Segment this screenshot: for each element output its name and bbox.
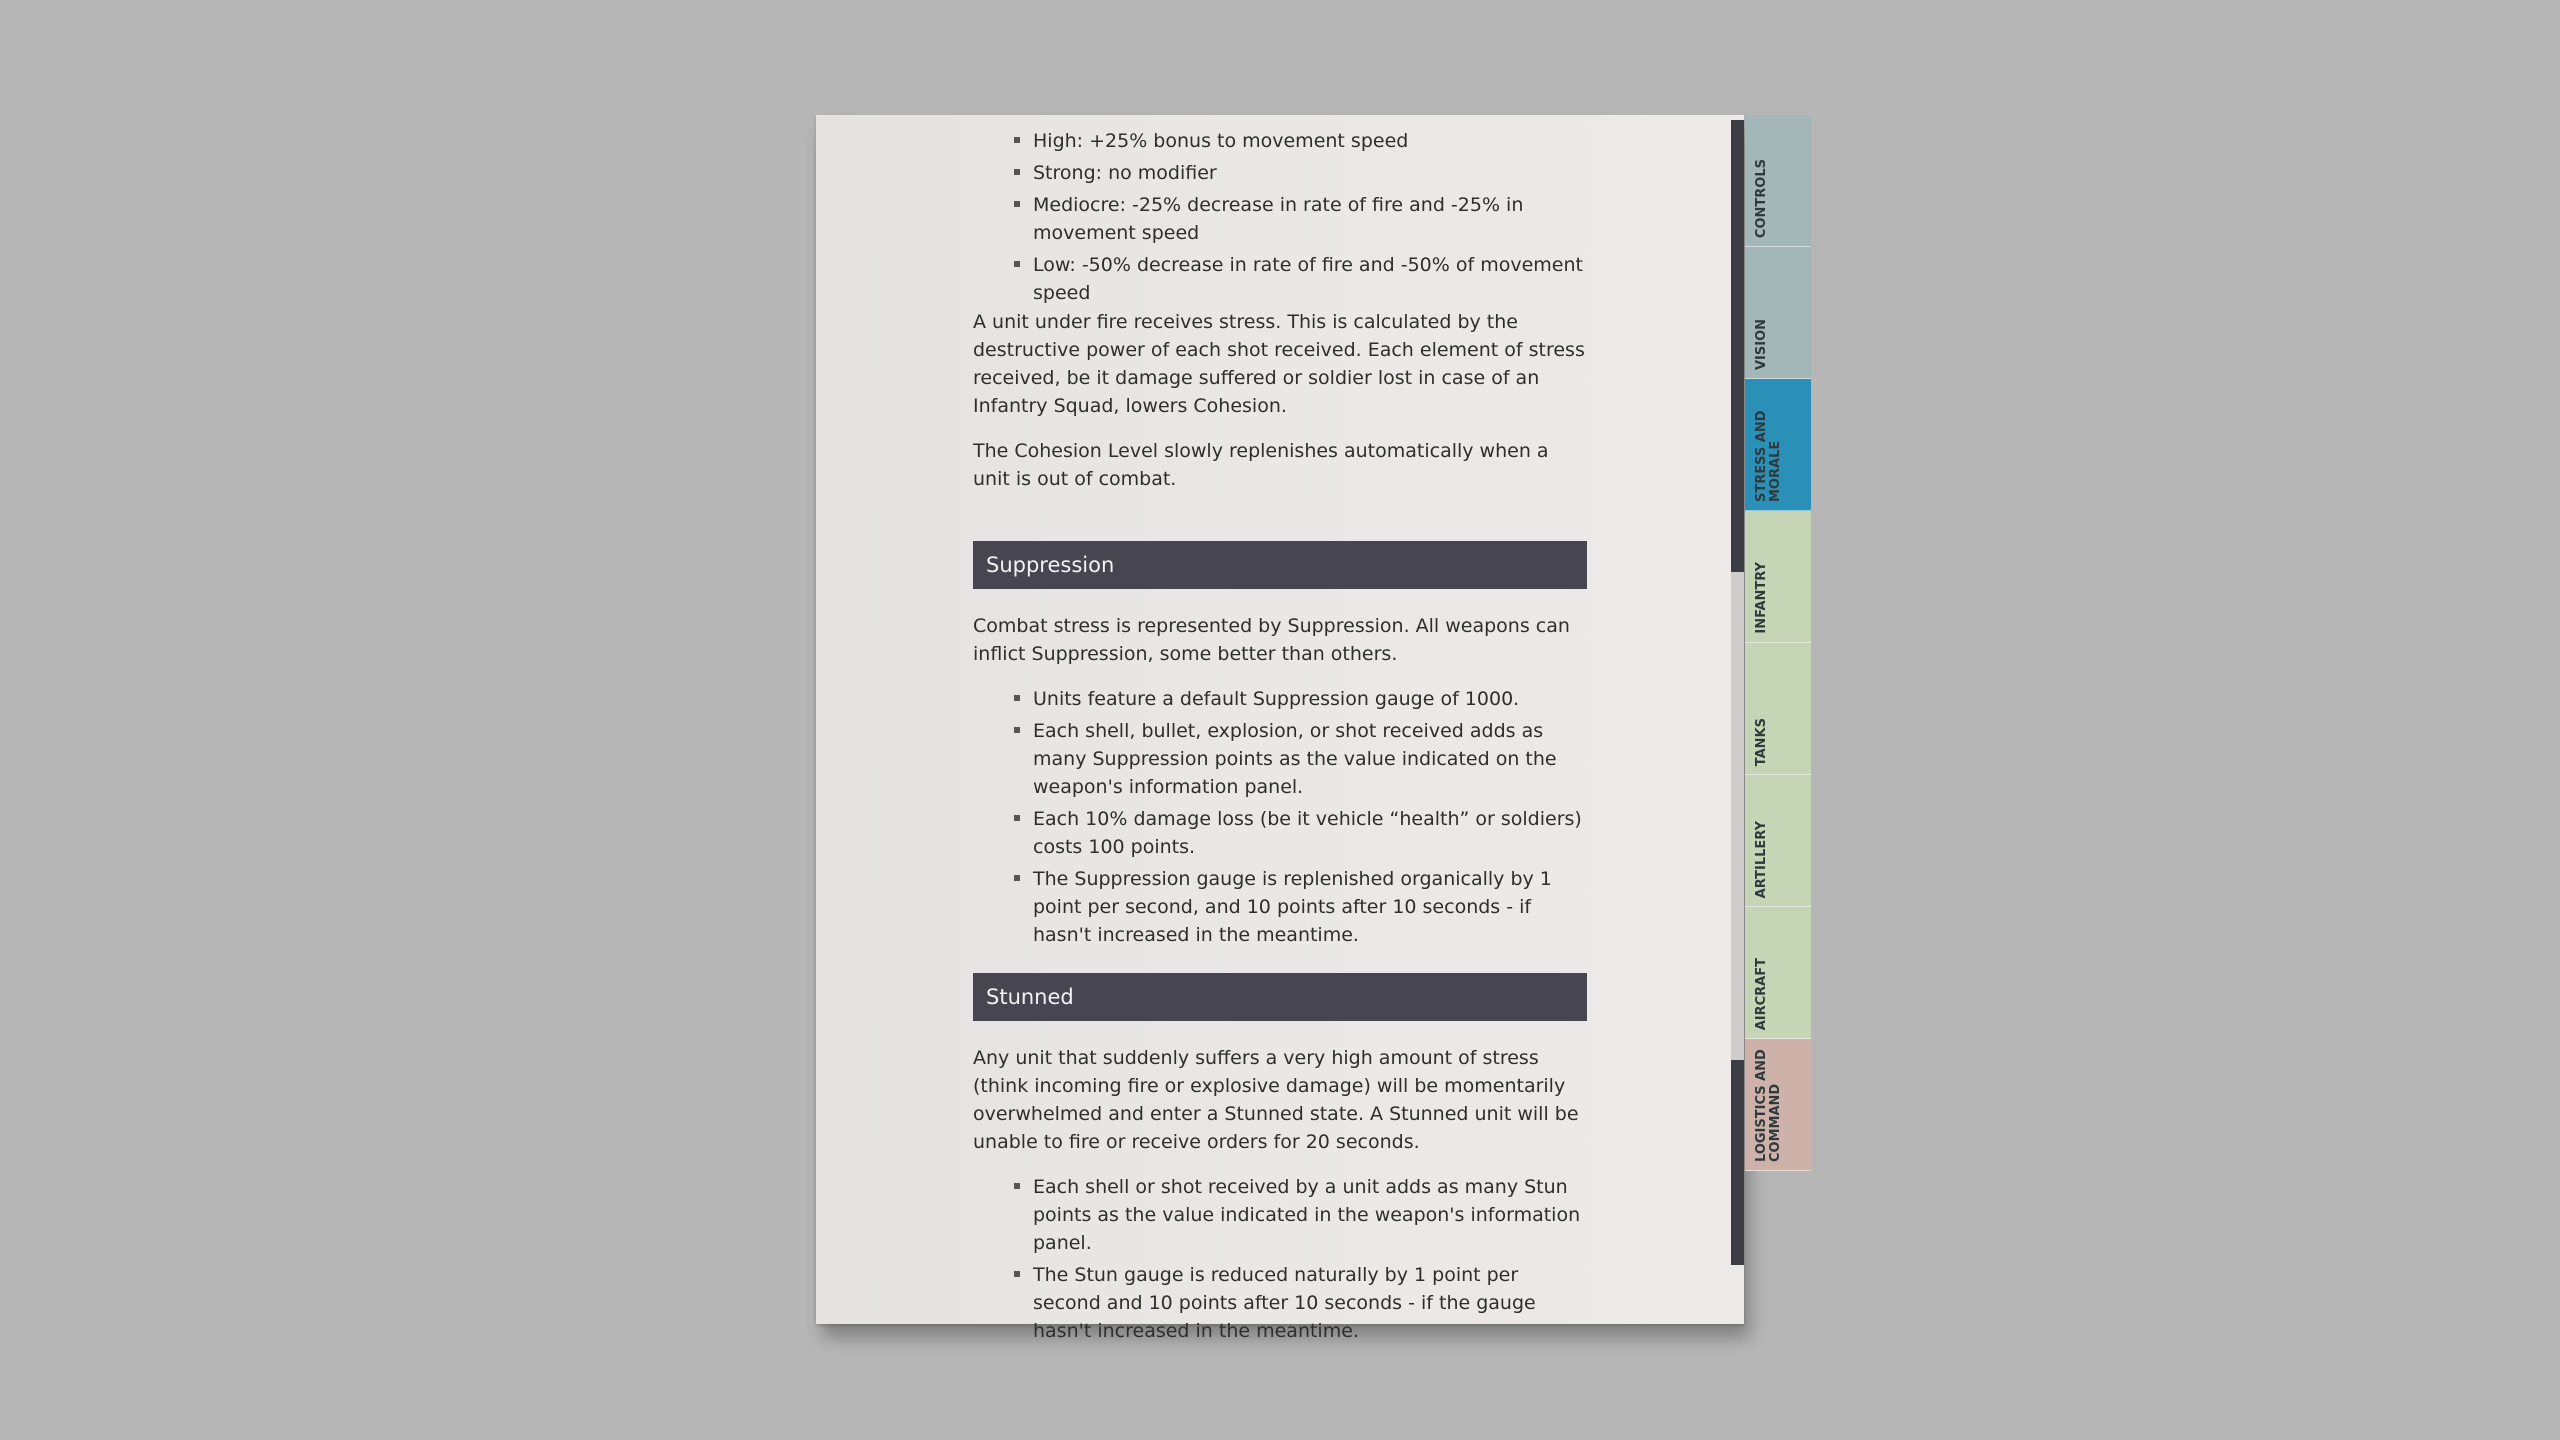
section-tabs [1745,115,1811,1171]
manual-page [816,115,1744,1342]
tab-label: LOGISTICS AND COMMAND [1754,1049,1783,1162]
tab-label: TANKS [1754,717,1769,766]
list-item: Each shell or shot received by a unit adds as many Stun points as the value indicated in the weapon's information panel. [1033,1173,1587,1257]
list-item: Each 10% damage loss (be it vehicle “health” or soldiers) costs 100 points. [1033,805,1587,861]
cohesion-replenish-paragraph: The Cohesion Level slowly replenishes automatically when a unit is out of combat. [973,440,1549,490]
list-item: Units feature a default Suppression gauge of 1000. [1033,685,1587,713]
tab-artillery[interactable] [1745,775,1811,907]
suppression-paragraph: Combat stress is represented by Suppression. All weapons can inflict Suppression, some better than others. [973,615,1570,665]
list-item: Low: -50% decrease in rate of fire and -50% of movement speed [1033,251,1587,307]
cohesion-levels-list [973,127,1587,307]
tab-label: VISION [1754,318,1769,370]
list-item: The Stun gauge is reduced naturally by 1 point per second and 10 points after 10 seconds - if the gauge hasn't increased in the meantime. [1033,1261,1587,1345]
list-item: Mediocre: -25% decrease in rate of fire and -25% in movement speed [1033,191,1587,247]
tab-controls[interactable] [1745,115,1811,247]
tab-vision[interactable] [1745,247,1811,379]
suppression-list [973,685,1587,949]
list-item: Each shell, bullet, explosion, or shot received adds as many Suppression points as the value indicated on the weapon's information panel. [1033,717,1587,801]
stress-paragraph: A unit under fire receives stress. This is calculated by the destructive power of each shot received. Each element of stress received, be it damage suffered or soldier lost in case of an Infantry Squad, lowers Cohesion. [973,311,1585,417]
suppression-header: Suppression [973,541,1587,589]
tab-tanks[interactable] [1745,643,1811,775]
tab-label: CONTROLS [1754,158,1769,238]
list-item: The Suppression gauge is replenished organically by 1 point per second, and 10 points after 10 seconds - if hasn't increased in the meantime. [1033,865,1587,949]
stunned-paragraph: Any unit that suddenly suffers a very high amount of stress (think incoming fire or explosive damage) will be momentarily overwhelmed and enter a Stunned state. A Stunned unit will be unable to fire or receive orders for 20 seconds. [973,1047,1579,1153]
tab-label: AIRCRAFT [1754,957,1769,1030]
scrollbar[interactable] [1731,120,1744,1265]
list-item: Strong: no modifier [1033,159,1587,187]
tab-label: INFANTRY [1754,562,1769,634]
tab-logistics-and-command[interactable] [1745,1039,1811,1171]
tab-label: ARTILLERY [1754,820,1769,898]
tab-aircraft[interactable] [1745,907,1811,1039]
stunned-list [973,1173,1587,1345]
stunned-header: Stunned [973,973,1587,1021]
tab-label: STRESS AND MORALE [1754,410,1783,502]
tab-infantry[interactable] [1745,511,1811,643]
list-item: High: +25% bonus to movement speed [1033,127,1587,155]
manual-content [973,115,1587,1342]
scrollbar-thumb[interactable] [1731,120,1744,572]
scrollbar-thumb-lower[interactable] [1731,1060,1744,1265]
tab-stress-and-morale[interactable] [1745,379,1811,511]
